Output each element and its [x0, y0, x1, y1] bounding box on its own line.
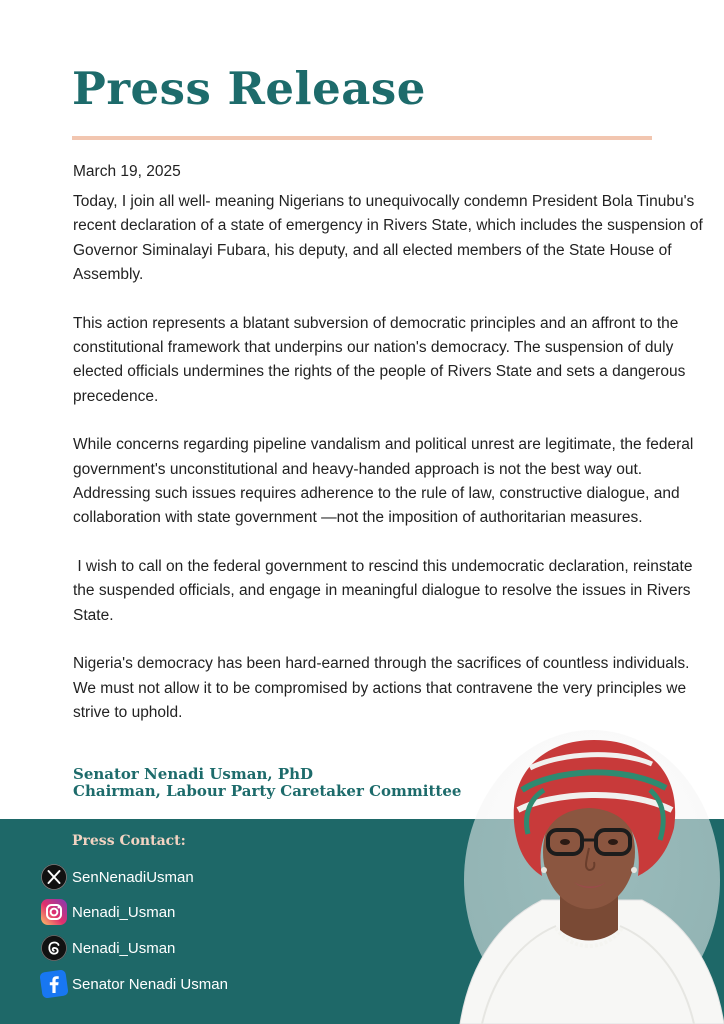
contact-x[interactable] [40, 863, 194, 891]
paragraph: While concerns regarding pipeline vandalism and political unrest are legitimate, the federal government's unconstitutional and heavy-handed approach is not the best way out. Addressing such issues requires adherence to the rule of law, constructive dialogue, and collaboration with state government —not the imposition of authoritarian measures. [73, 436, 698, 527]
contact-threads[interactable] [40, 934, 175, 962]
signature-role: Chairman, Labour Party Caretaker Committee [73, 782, 462, 800]
contact-label: Nenadi_Usman [72, 903, 176, 921]
facebook-icon [40, 970, 68, 998]
paragraph: Nigeria's democracy has been hard-earned through the sacrifices of countless individuals. We must not allow it to be compromised by actions that contravene the very principles we strive to uphold. [73, 655, 694, 721]
release-body [73, 190, 708, 749]
contact-label: Nenadi_Usman [72, 939, 176, 957]
contact-label: SenNenadiUsman [72, 868, 194, 886]
paragraph: This action represents a blatant subversion of democratic principles and an affront to the constitutional framework that underpins our nation's democracy. The suspension of duly elected officials undermines the rights of the people of Rivers State and sets a dangerous precedence. [73, 314, 690, 405]
senator-portrait [452, 730, 724, 1024]
signature-block [73, 766, 461, 800]
paragraph: I wish to call on the federal government to rescind this undemocratic declaration, reinstate the suspended officials, and engage in meaningful dialogue to resolve the issues in Rivers State. [73, 557, 697, 624]
paragraph: Today, I join all well- meaning Nigerians to unequivocally condemn President Bola Tinubu's recent declaration of a state of emergency in Rivers State, which includes the suspension of Governor Siminalayi Fubara, his deputy, and all elected members of the State House of Assembly. [73, 193, 708, 284]
contact-instagram[interactable] [40, 898, 175, 926]
instagram-icon [40, 898, 68, 926]
release-date: March 19, 2025 [73, 163, 181, 180]
signature-name: Senator Nenadi Usman, PhD [73, 765, 314, 783]
contact-facebook[interactable] [40, 970, 228, 998]
title-divider [72, 136, 652, 140]
contact-label: Senator Nenadi Usman [72, 975, 228, 993]
page-title: Press Release [72, 62, 426, 115]
threads-icon [40, 934, 68, 962]
press-contact-heading: Press Contact: [72, 833, 186, 849]
x-icon [40, 863, 68, 891]
